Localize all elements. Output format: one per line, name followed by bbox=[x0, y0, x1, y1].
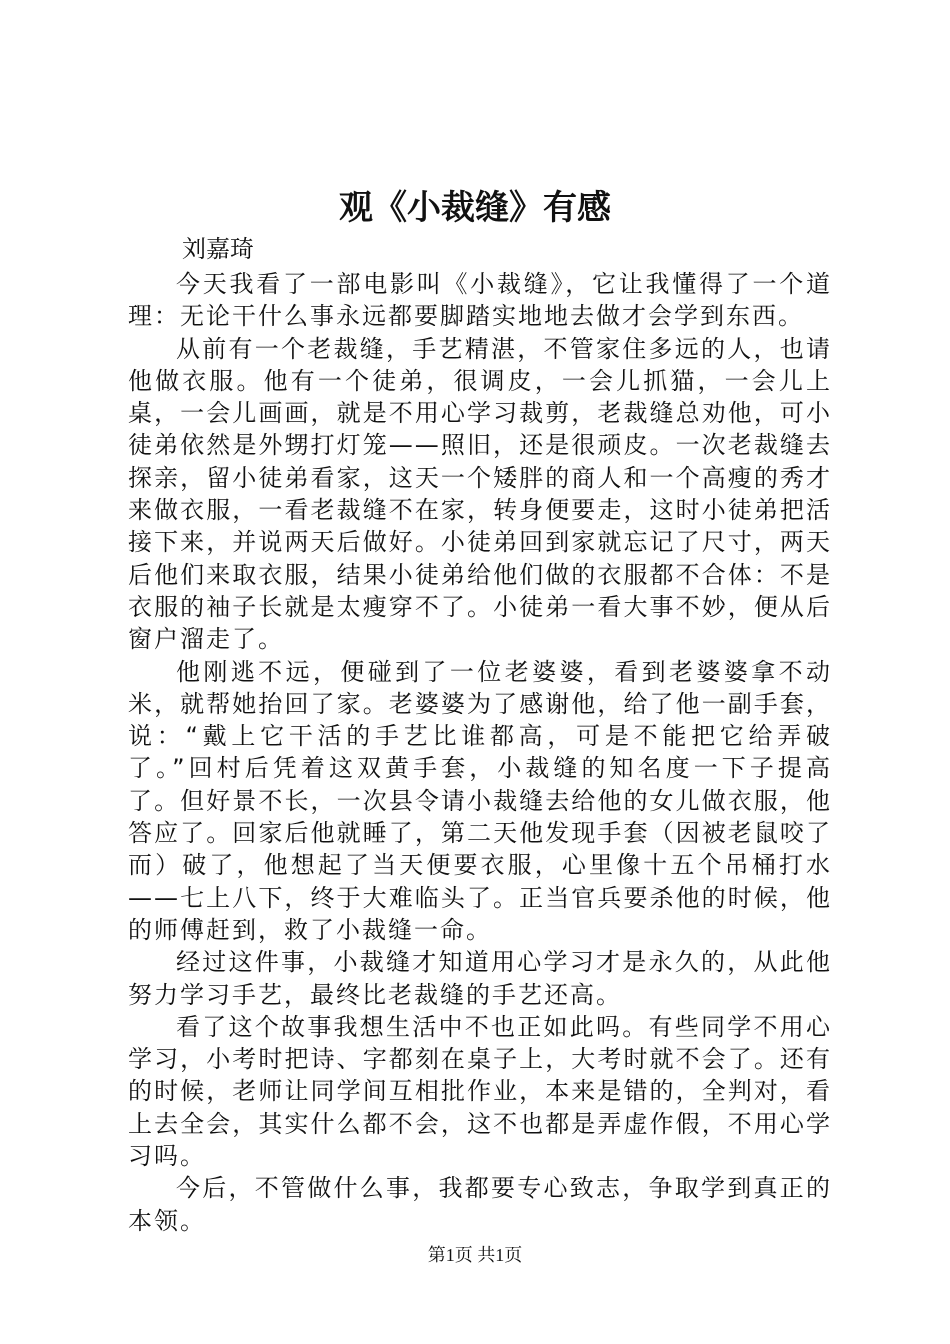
page-footer: 第1页 共1页 bbox=[427, 1245, 523, 1265]
paragraph: 看了这个故事我想生活中不也正如此吗。有些同学不用心学习，小考时把诗、字都刻在桌子上，大考时就不会了。还有的时候，老师让同学间互相批作业，本来是错的，全判对，看上去全会，其实什么都不会，这不也都是弄虚作假，不用心学习吗。 bbox=[128, 1012, 832, 1171]
paragraph: 经过这件事，小裁缝才知道用心学习才是永久的，从此他努力学习手艺，最终比老裁缝的手艺还高。 bbox=[128, 948, 832, 1009]
paragraph: 今天我看了一部电影叫《小裁缝》，它让我懂得了一个道理：无论干什么事永远都要脚踏实地地去做才会学到东西。 bbox=[128, 270, 832, 331]
document-body bbox=[128, 268, 832, 1237]
document-title: 观《小裁缝》有感 bbox=[339, 188, 611, 228]
paragraph: 他刚逃不远，便碰到了一位老婆婆，看到老婆婆拿不动米，就帮她抬回了家。老婆婆为了感谢他，给了他一副手套，说：“戴上它干活的手艺比谁都高，可是不能把它给弄破了。”回村后凭着这双黄手套，小裁缝的知名度一下子提高了。但好景不长，一次县令请小裁缝去给他的女儿做衣服，他答应了。回家后他就睡了，第二天他发现手套（因被老鼠咬了而）破了，他想起了当天便要衣服，心里像十五个吊桶打水——七上八下，终于大难临头了。正当官兵要杀他的时候，他的师傅赶到，救了小裁缝一命。 bbox=[128, 657, 832, 944]
paragraph: 从前有一个老裁缝，手艺精湛，不管家住多远的人，也请他做衣服。他有一个徒弟，很调皮，一会儿抓猫，一会儿上桌，一会儿画画，就是不用心学习裁剪，老裁缝总劝他，可小徒弟依然是外甥打灯笼——照旧，还是很顽皮。一次老裁缝去探亲，留小徒弟看家，这天一个矮胖的商人和一个高瘦的秀才来做衣服，一看老裁缝不在家，转身便要走，这时小徒弟把活接下来，并说两天后做好。小徒弟回到家就忘记了尺寸，两天后他们来取衣服，结果小徒弟给他们做的衣服都不合体：不是衣服的袖子长就是太瘦穿不了。小徒弟一看大事不妙，便从后窗户溜走了。 bbox=[128, 334, 832, 654]
author-name: 刘嘉琦 bbox=[182, 235, 254, 263]
paragraph: 今后，不管做什么事，我都要专心致志，争取学到真正的本领。 bbox=[128, 1174, 832, 1235]
